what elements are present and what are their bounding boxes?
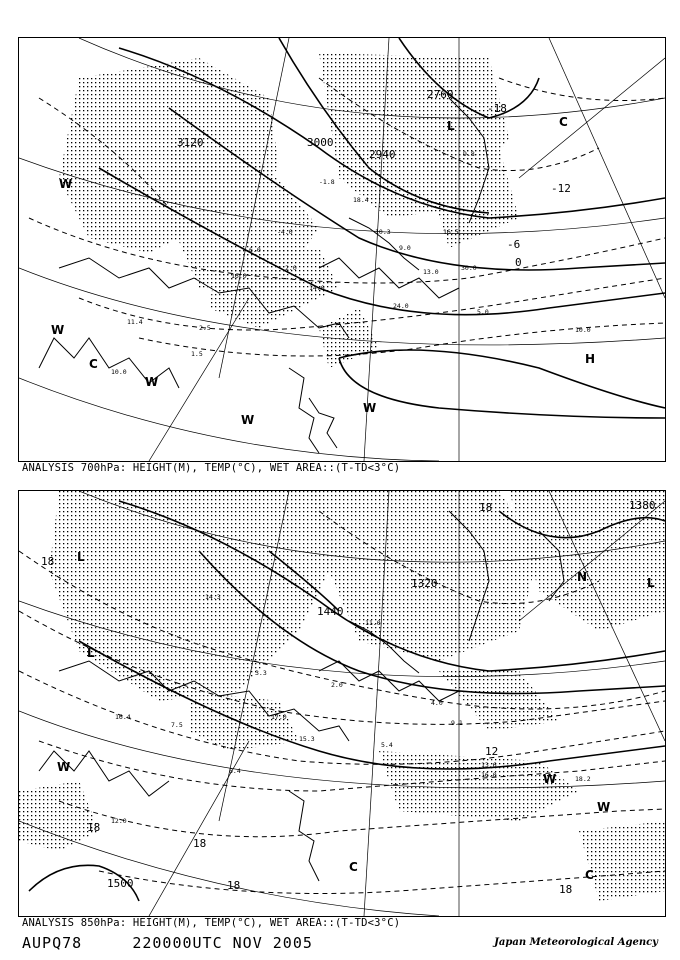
- system-marker: W: [543, 772, 557, 786]
- height-label: 2760: [427, 88, 454, 101]
- temp-label: -18: [487, 102, 507, 115]
- station-value: 2.0: [285, 264, 297, 272]
- station-value: 16.0: [481, 771, 497, 779]
- station-value: 16.0: [231, 272, 247, 280]
- temp-label: 0: [515, 256, 522, 269]
- station-value: 11.0: [365, 619, 381, 627]
- height-label: 1380: [629, 499, 656, 512]
- system-marker: C: [559, 115, 568, 129]
- station-value: 9.0: [399, 244, 411, 252]
- wet-area-shading: [19, 491, 665, 901]
- height-label: 3120: [177, 136, 204, 149]
- station-value: 9.1: [451, 719, 463, 727]
- system-marker: W: [363, 401, 377, 415]
- station-value: -1.8: [319, 178, 335, 186]
- system-marker: W: [241, 413, 255, 427]
- system-marker: C: [89, 357, 98, 371]
- station-value: 5.4: [381, 741, 393, 749]
- height-label: 2940: [369, 148, 396, 161]
- station-value: 14.0: [309, 284, 325, 292]
- temp-label: 18: [227, 879, 241, 892]
- station-value: 15.3: [299, 735, 315, 743]
- system-marker: L: [87, 646, 95, 660]
- station-value: 18.2: [575, 775, 591, 783]
- agency-name: Japan Meteorological Agency: [494, 937, 658, 948]
- station-value: 16.4: [115, 713, 131, 721]
- map-panel-850hpa: [18, 490, 666, 917]
- station-value: 30.0: [461, 264, 477, 272]
- valid-time: 220000UTC NOV 2005: [132, 934, 313, 952]
- system-marker: W: [597, 800, 611, 814]
- map-700hpa-canvas: [19, 38, 665, 461]
- station-value: 24.0: [393, 302, 409, 310]
- height-label: 1320: [411, 577, 438, 590]
- station-value: 10.3: [375, 228, 391, 236]
- station-value: 10.0: [575, 326, 591, 334]
- system-marker: W: [51, 323, 65, 337]
- system-marker: L: [647, 576, 655, 590]
- station-value: 6.4: [229, 767, 241, 775]
- station-value: 2.5: [199, 324, 211, 332]
- system-marker: L: [447, 119, 455, 133]
- temp-label: 18: [87, 821, 101, 834]
- temp-label: -12: [551, 182, 571, 195]
- temp-label: 18: [41, 555, 55, 568]
- caption-850hpa: ANALYSIS 850hPa: HEIGHT(M), TEMP(°C), WET AREA::(T-TD<3°C): [22, 917, 401, 929]
- system-marker: N: [577, 570, 588, 584]
- height-label: 3000: [307, 136, 334, 149]
- station-value: 14.3: [205, 593, 221, 601]
- station-value: 5.0: [477, 308, 489, 316]
- station-value: -4.0: [277, 228, 293, 236]
- station-value: 17.0: [271, 713, 287, 721]
- station-value: 4.0: [431, 699, 443, 707]
- station-value: 13.0: [423, 268, 439, 276]
- station-value: 9.8: [463, 150, 475, 158]
- height-label: 1500: [107, 877, 134, 890]
- station-value: 2.0: [331, 681, 343, 689]
- temp-label: -6: [507, 238, 521, 251]
- system-marker: H: [585, 352, 596, 366]
- map-panel-700hpa: [18, 37, 666, 462]
- station-value: 7.5: [171, 721, 183, 729]
- station-value: 18.4: [353, 196, 369, 204]
- system-marker: C: [585, 868, 594, 882]
- temp-label: 12: [485, 745, 499, 758]
- system-marker: W: [145, 375, 159, 389]
- caption-700hpa: ANALYSIS 700hPa: HEIGHT(M), TEMP(°C), WET AREA::(T-TD<3°C): [22, 462, 401, 474]
- station-value: 11.4: [127, 318, 143, 326]
- map-850hpa-canvas: [19, 491, 665, 916]
- station-value: 10.0: [111, 368, 127, 376]
- station-value: 16.5: [443, 228, 459, 236]
- system-marker: L: [77, 550, 85, 564]
- temp-label: 18: [559, 883, 573, 896]
- station-value: 6.0: [249, 246, 261, 254]
- chart-id: AUPQ78: [22, 934, 83, 952]
- system-marker: W: [57, 760, 71, 774]
- system-marker: W: [59, 177, 73, 191]
- station-value: 13.6: [481, 761, 497, 769]
- station-value: 12.0: [111, 817, 127, 825]
- height-label: 1440: [317, 605, 344, 618]
- system-marker: C: [349, 860, 358, 874]
- temp-label: 18: [193, 837, 207, 850]
- station-value: 3.3: [255, 669, 267, 677]
- chart-identifier: [22, 934, 313, 952]
- station-value: 1.5: [191, 350, 203, 358]
- temp-label: 18: [479, 501, 493, 514]
